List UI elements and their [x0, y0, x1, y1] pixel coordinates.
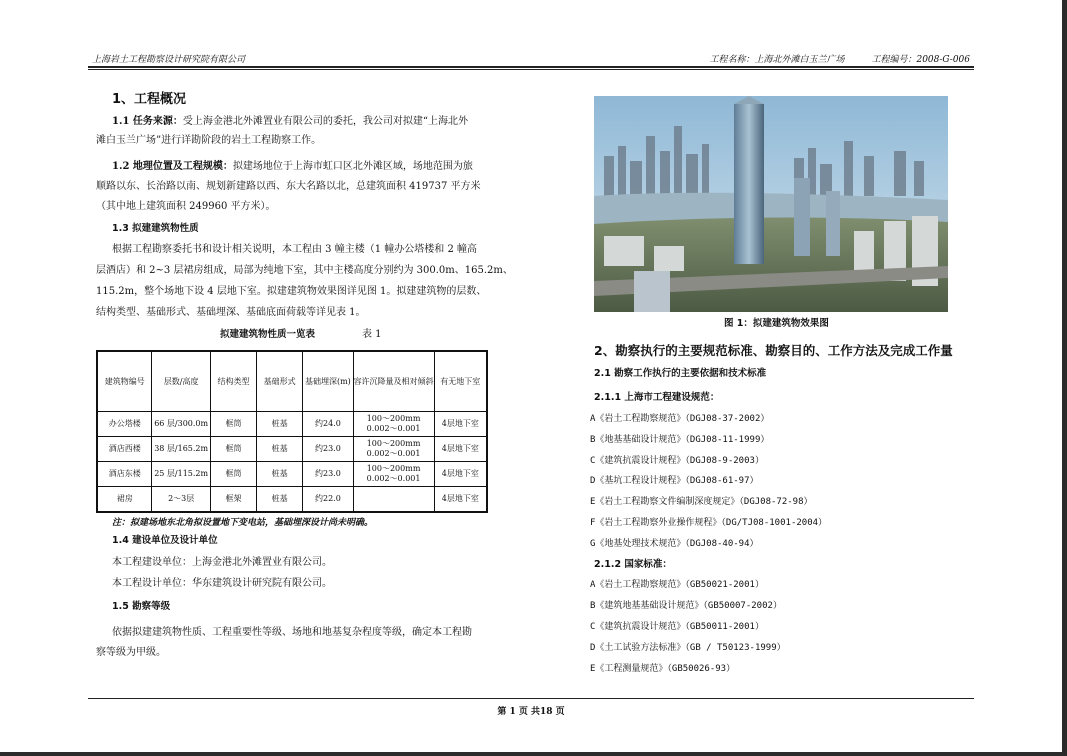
s11-line2: 滩白玉兰广场”进行详勘阶段的岩土工程勘察工作。 [96, 135, 322, 146]
th-building: 建筑物编号 [97, 351, 152, 412]
cell-settlement [353, 412, 434, 437]
list-item: E《岩土工程勘察文件编制深度规定》（DGJ08-72-98） [590, 497, 813, 507]
s12-line3: （其中地上建筑面积 249960 平方米）。 [96, 201, 276, 212]
header-project: 工程名称：上海北外滩白玉兰广场 工程编号：2008-G-006 [709, 55, 970, 65]
s13-line1: 根据工程勘察委托书和设计相关说明，本工程由 3 幢主楼（1 幢办公塔楼和 2 幢高 [112, 244, 477, 255]
s15-heading: 1.5 勘察等级 [112, 601, 171, 612]
cell-basement: 4层地下室 [434, 487, 487, 513]
th-structure: 结构类型 [210, 351, 256, 412]
header-company: 上海岩土工程勘察设计研究院有限公司 [92, 55, 246, 65]
s13-heading: 1.3 拟建建筑物性质 [112, 223, 199, 234]
footer-divider [88, 698, 974, 699]
list-item: B《地基基础设计规范》（DGJ08-11-1999） [590, 435, 770, 445]
table-number: 表 1 [362, 329, 382, 340]
cell-depth: 约24.0 [303, 412, 353, 437]
list-item: G《地基处理技术规范》（DGJ08-40-94） [590, 539, 759, 549]
s11-line1 [112, 115, 468, 129]
cell-building: 办公塔楼 [97, 412, 152, 437]
cell-foundation: 桩基 [257, 462, 303, 487]
list-item: B《建筑地基基础设计规范》（GB50007-2002） [590, 601, 782, 611]
table-title: 拟建建筑物性质一览表 [220, 329, 316, 340]
s211-heading: 2.1.1 上海市工程建设规范： [594, 392, 720, 403]
page-number: 第 1 页 共18 页 [497, 707, 565, 717]
table-row [97, 412, 487, 437]
s21-heading: 2.1 勘察工作执行的主要依据和技术标准 [594, 368, 767, 379]
cell-foundation: 桩基 [257, 437, 303, 462]
th-floors: 层数/高度 [152, 351, 211, 412]
list-item: C《建筑抗震设计规范》（GB50011-2001） [590, 622, 764, 632]
s12-text: 拟建场地位于上海市虹口区北外滩区域，场地范围为旅 [232, 161, 473, 172]
header-divider [88, 66, 974, 68]
cell-structure: 框筒 [210, 437, 256, 462]
th-foundation: 基础形式 [257, 351, 303, 412]
cell-foundation: 桩基 [257, 487, 303, 513]
s11-label: 1.1 任务来源： [112, 116, 183, 127]
table-note: 注：拟建场地东北角拟设置地下变电站，基础埋深设计尚未明确。 [112, 518, 374, 528]
table-header-row [97, 351, 487, 412]
cell-structure: 框筒 [210, 412, 256, 437]
cell-basement: 4层地下室 [434, 462, 487, 487]
section-1-title: 1、工程概况 [112, 92, 187, 107]
s11-text: 受上海金港北外滩置业有限公司的委托，我公司对拟建“上海北外 [182, 116, 469, 127]
table-row [97, 487, 487, 513]
cell-depth: 约23.0 [303, 462, 353, 487]
list-item: D《基坑工程设计规程》（DGJ08-61-97） [590, 476, 759, 486]
cell-structure: 框筒 [210, 462, 256, 487]
cell-floors: 25 层/115.2m [152, 462, 211, 487]
tilt-value: 0.002～0.001 [366, 474, 421, 483]
header-divider-thin [88, 69, 974, 70]
s12-label: 1.2 地理位置及工程规模： [112, 161, 233, 172]
cell-structure: 框架 [210, 487, 256, 513]
cell-floors: 66 层/300.0m [152, 412, 211, 437]
list-item: E《工程测量规范》（GB50026-93） [590, 664, 736, 674]
section-2-title: 2、勘察执行的主要规范标准、勘察目的、工作方法及完成工作量 [594, 343, 953, 358]
tilt-value: 0.002～0.001 [366, 449, 421, 458]
s12-line2: 顺路以东、长治路以南、规划新建路以西、东大名路以北，总建筑面积 419737 平方米 [96, 181, 481, 192]
s14-heading: 1.4 建设单位及设计单位 [112, 535, 218, 546]
cell-building: 酒店东楼 [97, 462, 152, 487]
cell-floors: 38 层/165.2m [152, 437, 211, 462]
cell-settlement [353, 487, 434, 513]
table-row [97, 462, 487, 487]
th-basement: 有无地下室 [434, 351, 487, 412]
figure-caption: 图 1：拟建建筑物效果图 [724, 318, 829, 329]
cell-floors: 2～3层 [152, 487, 211, 513]
s15-line2: 察等级为甲级。 [96, 647, 166, 658]
cell-settlement [353, 437, 434, 462]
th-settlement: 容许沉降量及相对倾斜 [353, 351, 434, 412]
list-item: D《土工试验方法标准》（GB / T50123-1999） [590, 643, 786, 653]
cell-foundation: 桩基 [257, 412, 303, 437]
cell-building: 酒店西楼 [97, 437, 152, 462]
table-row [97, 437, 487, 462]
s212-heading: 2.1.2 国家标准： [594, 559, 672, 570]
cell-depth: 约23.0 [303, 437, 353, 462]
building-properties-table [96, 350, 488, 513]
settlement-value: 100～200mm [366, 414, 421, 423]
building-rendering-image [594, 96, 948, 312]
s12-line1 [112, 160, 473, 174]
s13-line2: 层酒店）和 2~3 层裙房组成，局部为纯地下室，其中主楼高度分别约为 300.0m、165.2m、 [96, 265, 513, 276]
cell-building: 裙房 [97, 487, 152, 513]
cell-depth: 约22.0 [303, 487, 353, 513]
s13-line3: 115.2m，整个场地下设 4 层地下室。拟建建筑物效果图详见图 1。拟建建筑物的层数、 [96, 286, 487, 297]
list-item: C《建筑抗震设计规程》（DGJ08-9-2003） [590, 456, 764, 466]
s14-line1: 本工程建设单位：上海金港北外滩置业有限公司。 [112, 557, 332, 568]
tilt-value: 0.002～0.001 [366, 424, 421, 433]
list-item: A《岩土工程勘察规范》（GB50021-2001） [590, 580, 764, 590]
th-depth: 基础埋深(m) [303, 351, 353, 412]
settlement-value: 100～200mm [366, 464, 421, 473]
cell-settlement [353, 462, 434, 487]
s13-line4: 结构类型、基础形式、基础埋深、基础底面荷载等详见表 1。 [96, 307, 366, 318]
s14-line2: 本工程设计单位：华东建筑设计研究院有限公司。 [112, 578, 332, 589]
cell-basement: 4层地下室 [434, 412, 487, 437]
list-item: A《岩土工程勘察规范》（DGJ08-37-2002） [590, 414, 770, 424]
s15-line1: 依据拟建建筑物性质、工程重要性等级、场地和地基复杂程度等级，确定本工程勘 [112, 627, 472, 638]
cell-basement: 4层地下室 [434, 437, 487, 462]
settlement-value: 100～200mm [366, 439, 421, 448]
list-item: F《岩土工程勘察外业操作规程》（DG/TJ08-1001-2004） [590, 518, 828, 528]
